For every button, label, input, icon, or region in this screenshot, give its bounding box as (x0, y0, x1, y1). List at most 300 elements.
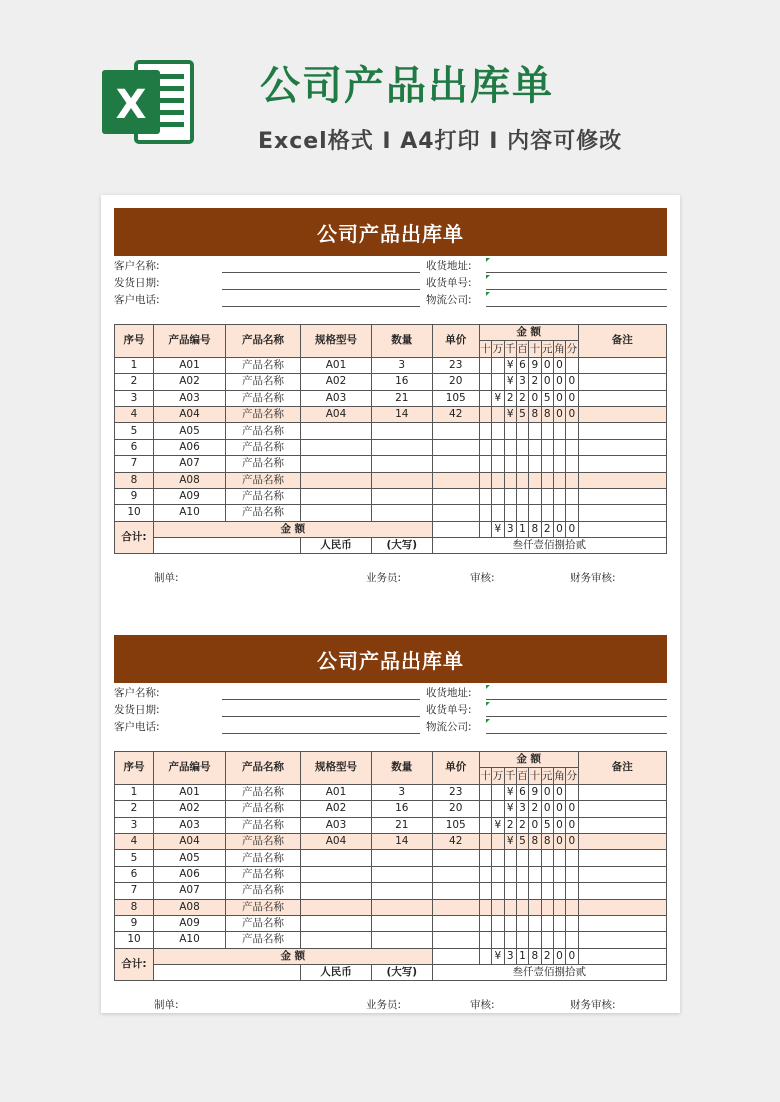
spec-cell[interactable] (301, 866, 372, 882)
amount-digit-cell[interactable] (553, 472, 565, 488)
spec-cell[interactable] (301, 899, 372, 915)
amount-digit-cell[interactable]: 0 (553, 390, 565, 406)
row-no-cell[interactable]: 5 (115, 423, 154, 439)
product-name-cell[interactable]: 产品名称 (225, 915, 300, 931)
amount-digit-cell[interactable] (479, 472, 491, 488)
spec-cell[interactable] (301, 850, 372, 866)
row-no-cell[interactable]: 1 (115, 784, 154, 800)
quantity-cell[interactable] (371, 915, 432, 931)
amount-digit-cell[interactable]: 9 (529, 357, 541, 373)
amount-digit-cell[interactable] (566, 915, 578, 931)
row-no-cell[interactable]: 7 (115, 456, 154, 472)
logistics-field[interactable] (486, 306, 667, 307)
amount-digit-cell[interactable]: 2 (516, 817, 528, 833)
amount-digit-cell[interactable] (492, 423, 504, 439)
amount-digit-cell[interactable]: 0 (566, 817, 578, 833)
amount-digit-cell[interactable] (479, 850, 491, 866)
remark-cell[interactable] (578, 784, 666, 800)
amount-digit-cell[interactable] (492, 883, 504, 899)
spec-cell[interactable]: A04 (301, 406, 372, 422)
amount-digit-cell[interactable] (566, 883, 578, 899)
quantity-cell[interactable]: 14 (371, 833, 432, 849)
amount-digit-cell[interactable] (566, 439, 578, 455)
remark-cell[interactable] (578, 801, 666, 817)
amount-digit-cell[interactable]: 6 (516, 784, 528, 800)
amount-digit-cell[interactable]: 5 (516, 406, 528, 422)
amount-digit-cell[interactable] (541, 866, 553, 882)
row-no-cell[interactable]: 10 (115, 932, 154, 948)
amount-digit-cell[interactable] (553, 866, 565, 882)
amount-digit-cell[interactable]: ¥ (504, 374, 516, 390)
amount-digit-cell[interactable]: ¥ (504, 833, 516, 849)
quantity-cell[interactable] (371, 439, 432, 455)
product-name-cell[interactable]: 产品名称 (225, 439, 300, 455)
quantity-cell[interactable]: 3 (371, 357, 432, 373)
spec-cell[interactable] (301, 488, 372, 504)
product-name-cell[interactable]: 产品名称 (225, 456, 300, 472)
product-code-cell[interactable]: A07 (154, 456, 226, 472)
spec-cell[interactable] (301, 423, 372, 439)
amount-digit-cell[interactable] (541, 883, 553, 899)
amount-digit-cell[interactable] (492, 932, 504, 948)
amount-digit-cell[interactable] (516, 423, 528, 439)
amount-digit-cell[interactable] (516, 456, 528, 472)
total-digit-cell[interactable]: 2 (541, 948, 553, 964)
product-code-cell[interactable]: A08 (154, 472, 226, 488)
total-digit-cell[interactable] (432, 521, 479, 537)
spec-cell[interactable]: A02 (301, 801, 372, 817)
amount-digit-cell[interactable] (529, 488, 541, 504)
product-code-cell[interactable]: A03 (154, 817, 226, 833)
amount-digit-cell[interactable] (553, 456, 565, 472)
amount-digit-cell[interactable] (566, 472, 578, 488)
amount-digit-cell[interactable] (504, 850, 516, 866)
unit-price-cell[interactable]: 20 (432, 801, 479, 817)
spec-cell[interactable] (301, 932, 372, 948)
amount-digit-cell[interactable] (529, 866, 541, 882)
unit-price-cell[interactable]: 105 (432, 817, 479, 833)
amount-digit-cell[interactable] (479, 374, 491, 390)
amount-digit-cell[interactable] (541, 850, 553, 866)
spec-cell[interactable] (301, 505, 372, 521)
amount-digit-cell[interactable] (492, 374, 504, 390)
amount-digit-cell[interactable] (541, 423, 553, 439)
customer-name-field[interactable] (222, 699, 420, 700)
amount-digit-cell[interactable] (529, 423, 541, 439)
amount-digit-cell[interactable] (566, 357, 578, 373)
amount-digit-cell[interactable] (529, 472, 541, 488)
amount-digit-cell[interactable] (504, 899, 516, 915)
product-name-cell[interactable]: 产品名称 (225, 833, 300, 849)
amount-digit-cell[interactable]: 0 (529, 390, 541, 406)
total-digit-cell[interactable]: 8 (529, 521, 541, 537)
amount-digit-cell[interactable] (529, 899, 541, 915)
amount-digit-cell[interactable] (529, 850, 541, 866)
remark-cell[interactable] (578, 406, 666, 422)
product-name-cell[interactable]: 产品名称 (225, 932, 300, 948)
amount-digit-cell[interactable]: 0 (566, 833, 578, 849)
amount-digit-cell[interactable] (479, 833, 491, 849)
amount-digit-cell[interactable] (529, 932, 541, 948)
amount-digit-cell[interactable] (516, 505, 528, 521)
amount-digit-cell[interactable]: 0 (553, 833, 565, 849)
amount-digit-cell[interactable] (479, 883, 491, 899)
remark-cell[interactable] (578, 899, 666, 915)
amount-digit-cell[interactable]: 0 (553, 406, 565, 422)
remark-cell[interactable] (578, 866, 666, 882)
product-name-cell[interactable]: 产品名称 (225, 817, 300, 833)
amount-digit-cell[interactable] (566, 932, 578, 948)
product-name-cell[interactable]: 产品名称 (225, 472, 300, 488)
quantity-cell[interactable]: 3 (371, 784, 432, 800)
customer-phone-field[interactable] (222, 306, 420, 307)
spec-cell[interactable] (301, 472, 372, 488)
amount-digit-cell[interactable]: 0 (529, 817, 541, 833)
amount-digit-cell[interactable] (492, 801, 504, 817)
unit-price-cell[interactable] (432, 439, 479, 455)
product-name-cell[interactable]: 产品名称 (225, 423, 300, 439)
unit-price-cell[interactable]: 42 (432, 833, 479, 849)
amount-digit-cell[interactable] (479, 801, 491, 817)
amount-digit-cell[interactable] (479, 866, 491, 882)
amount-digit-cell[interactable]: 0 (553, 817, 565, 833)
amount-in-words[interactable]: 叁仟壹佰捌拾贰 (432, 538, 666, 554)
amount-digit-cell[interactable]: ¥ (504, 784, 516, 800)
amount-digit-cell[interactable] (566, 456, 578, 472)
unit-price-cell[interactable]: 42 (432, 406, 479, 422)
amount-digit-cell[interactable] (504, 915, 516, 931)
product-name-cell[interactable]: 产品名称 (225, 357, 300, 373)
amount-digit-cell[interactable] (566, 423, 578, 439)
amount-digit-cell[interactable] (541, 472, 553, 488)
amount-digit-cell[interactable] (479, 899, 491, 915)
row-no-cell[interactable]: 2 (115, 374, 154, 390)
ship-date-field[interactable] (222, 289, 420, 290)
amount-digit-cell[interactable] (516, 472, 528, 488)
logistics-field[interactable] (486, 733, 667, 734)
customer-name-field[interactable] (222, 272, 420, 273)
amount-digit-cell[interactable] (529, 456, 541, 472)
product-name-cell[interactable]: 产品名称 (225, 374, 300, 390)
quantity-cell[interactable] (371, 883, 432, 899)
amount-digit-cell[interactable] (553, 439, 565, 455)
amount-digit-cell[interactable] (516, 850, 528, 866)
total-remark-cell[interactable] (578, 948, 666, 964)
row-no-cell[interactable]: 3 (115, 390, 154, 406)
product-code-cell[interactable]: A02 (154, 374, 226, 390)
amount-digit-cell[interactable] (492, 866, 504, 882)
amount-digit-cell[interactable] (529, 505, 541, 521)
amount-digit-cell[interactable] (566, 784, 578, 800)
amount-digit-cell[interactable]: ¥ (504, 801, 516, 817)
amount-digit-cell[interactable]: 0 (566, 374, 578, 390)
total-digit-cell[interactable]: 3 (504, 948, 516, 964)
quantity-cell[interactable] (371, 505, 432, 521)
spec-cell[interactable]: A04 (301, 833, 372, 849)
quantity-cell[interactable]: 16 (371, 801, 432, 817)
amount-digit-cell[interactable]: 6 (516, 357, 528, 373)
amount-digit-cell[interactable] (504, 472, 516, 488)
amount-digit-cell[interactable] (553, 850, 565, 866)
product-name-cell[interactable]: 产品名称 (225, 883, 300, 899)
spec-cell[interactable]: A01 (301, 357, 372, 373)
spec-cell[interactable]: A01 (301, 784, 372, 800)
amount-digit-cell[interactable]: 0 (566, 801, 578, 817)
unit-price-cell[interactable] (432, 423, 479, 439)
remark-cell[interactable] (578, 915, 666, 931)
product-code-cell[interactable]: A01 (154, 784, 226, 800)
quantity-cell[interactable] (371, 456, 432, 472)
product-code-cell[interactable]: A03 (154, 390, 226, 406)
product-name-cell[interactable]: 产品名称 (225, 850, 300, 866)
unit-price-cell[interactable] (432, 883, 479, 899)
quantity-cell[interactable] (371, 472, 432, 488)
amount-digit-cell[interactable] (553, 915, 565, 931)
product-code-cell[interactable]: A09 (154, 488, 226, 504)
amount-digit-cell[interactable] (492, 472, 504, 488)
product-code-cell[interactable]: A10 (154, 505, 226, 521)
ship-date-field[interactable] (222, 716, 420, 717)
amount-digit-cell[interactable]: 3 (516, 374, 528, 390)
amount-digit-cell[interactable]: 0 (541, 801, 553, 817)
amount-digit-cell[interactable] (541, 456, 553, 472)
amount-digit-cell[interactable] (479, 357, 491, 373)
amount-digit-cell[interactable] (492, 899, 504, 915)
total-digit-cell[interactable]: 0 (553, 948, 565, 964)
product-code-cell[interactable]: A04 (154, 406, 226, 422)
amount-digit-cell[interactable]: 3 (516, 801, 528, 817)
amount-digit-cell[interactable] (492, 505, 504, 521)
amount-digit-cell[interactable]: 2 (504, 390, 516, 406)
product-name-cell[interactable]: 产品名称 (225, 801, 300, 817)
amount-digit-cell[interactable]: 5 (541, 390, 553, 406)
total-digit-cell[interactable]: 2 (541, 521, 553, 537)
amount-digit-cell[interactable] (492, 357, 504, 373)
unit-price-cell[interactable] (432, 866, 479, 882)
amount-digit-cell[interactable] (553, 423, 565, 439)
amount-digit-cell[interactable]: 0 (566, 406, 578, 422)
remark-cell[interactable] (578, 488, 666, 504)
amount-digit-cell[interactable]: 0 (541, 784, 553, 800)
quantity-cell[interactable] (371, 866, 432, 882)
product-code-cell[interactable]: A06 (154, 866, 226, 882)
amount-digit-cell[interactable] (566, 505, 578, 521)
row-no-cell[interactable]: 3 (115, 817, 154, 833)
unit-price-cell[interactable] (432, 899, 479, 915)
total-digit-cell[interactable] (432, 948, 479, 964)
spec-cell[interactable] (301, 915, 372, 931)
amount-digit-cell[interactable] (516, 883, 528, 899)
total-digit-cell[interactable]: ¥ (492, 948, 504, 964)
amount-digit-cell[interactable]: 2 (504, 817, 516, 833)
amount-digit-cell[interactable]: ¥ (504, 406, 516, 422)
amount-digit-cell[interactable]: 8 (529, 406, 541, 422)
amount-digit-cell[interactable] (504, 488, 516, 504)
unit-price-cell[interactable] (432, 488, 479, 504)
row-no-cell[interactable]: 7 (115, 883, 154, 899)
product-code-cell[interactable]: A05 (154, 850, 226, 866)
product-code-cell[interactable]: A10 (154, 932, 226, 948)
amount-digit-cell[interactable]: 5 (541, 817, 553, 833)
quantity-cell[interactable] (371, 850, 432, 866)
remark-cell[interactable] (578, 505, 666, 521)
amount-digit-cell[interactable] (504, 439, 516, 455)
receipt-no-field[interactable] (486, 289, 667, 290)
remark-cell[interactable] (578, 374, 666, 390)
total-digit-cell[interactable]: 0 (566, 521, 578, 537)
amount-digit-cell[interactable] (504, 883, 516, 899)
amount-digit-cell[interactable] (529, 883, 541, 899)
amount-digit-cell[interactable] (516, 866, 528, 882)
total-digit-cell[interactable]: 1 (516, 948, 528, 964)
total-digit-cell[interactable] (479, 521, 491, 537)
product-name-cell[interactable]: 产品名称 (225, 784, 300, 800)
amount-digit-cell[interactable] (566, 866, 578, 882)
remark-cell[interactable] (578, 932, 666, 948)
amount-digit-cell[interactable] (516, 915, 528, 931)
amount-digit-cell[interactable] (479, 488, 491, 504)
quantity-cell[interactable]: 21 (371, 390, 432, 406)
amount-digit-cell[interactable] (516, 932, 528, 948)
row-no-cell[interactable]: 4 (115, 406, 154, 422)
amount-digit-cell[interactable] (492, 439, 504, 455)
amount-in-words[interactable]: 叁仟壹佰捌拾贰 (432, 965, 666, 981)
amount-digit-cell[interactable]: 0 (553, 357, 565, 373)
amount-digit-cell[interactable] (492, 456, 504, 472)
total-digit-cell[interactable]: 3 (504, 521, 516, 537)
amount-digit-cell[interactable] (516, 488, 528, 504)
receipt-no-field[interactable] (486, 716, 667, 717)
spec-cell[interactable] (301, 456, 372, 472)
amount-digit-cell[interactable] (516, 439, 528, 455)
amount-digit-cell[interactable]: ¥ (492, 817, 504, 833)
amount-digit-cell[interactable] (492, 488, 504, 504)
unit-price-cell[interactable] (432, 932, 479, 948)
unit-price-cell[interactable]: 23 (432, 784, 479, 800)
amount-digit-cell[interactable] (492, 406, 504, 422)
amount-digit-cell[interactable]: 0 (566, 390, 578, 406)
amount-digit-cell[interactable] (541, 488, 553, 504)
row-no-cell[interactable]: 9 (115, 915, 154, 931)
remark-cell[interactable] (578, 423, 666, 439)
address-field[interactable] (486, 272, 667, 273)
total-digit-cell[interactable]: 1 (516, 521, 528, 537)
quantity-cell[interactable]: 14 (371, 406, 432, 422)
remark-cell[interactable] (578, 390, 666, 406)
unit-price-cell[interactable]: 23 (432, 357, 479, 373)
amount-digit-cell[interactable] (566, 899, 578, 915)
product-name-cell[interactable]: 产品名称 (225, 406, 300, 422)
unit-price-cell[interactable] (432, 472, 479, 488)
amount-digit-cell[interactable] (541, 932, 553, 948)
amount-digit-cell[interactable]: ¥ (504, 357, 516, 373)
spec-cell[interactable]: A03 (301, 817, 372, 833)
total-digit-cell[interactable] (479, 948, 491, 964)
spec-cell[interactable]: A03 (301, 390, 372, 406)
row-no-cell[interactable]: 8 (115, 472, 154, 488)
amount-digit-cell[interactable] (529, 439, 541, 455)
unit-price-cell[interactable]: 20 (432, 374, 479, 390)
amount-digit-cell[interactable] (553, 488, 565, 504)
amount-digit-cell[interactable]: 0 (541, 374, 553, 390)
product-name-cell[interactable]: 产品名称 (225, 390, 300, 406)
amount-digit-cell[interactable] (492, 915, 504, 931)
spec-cell[interactable] (301, 439, 372, 455)
total-digit-cell[interactable]: 0 (553, 521, 565, 537)
product-code-cell[interactable]: A06 (154, 439, 226, 455)
amount-digit-cell[interactable] (479, 406, 491, 422)
amount-digit-cell[interactable]: 8 (541, 833, 553, 849)
total-digit-cell[interactable]: 8 (529, 948, 541, 964)
amount-digit-cell[interactable]: 0 (553, 374, 565, 390)
amount-digit-cell[interactable] (566, 488, 578, 504)
amount-digit-cell[interactable]: 0 (553, 801, 565, 817)
amount-digit-cell[interactable] (504, 423, 516, 439)
amount-digit-cell[interactable] (492, 850, 504, 866)
unit-price-cell[interactable]: 105 (432, 390, 479, 406)
amount-digit-cell[interactable] (479, 505, 491, 521)
row-no-cell[interactable]: 1 (115, 357, 154, 373)
total-digit-cell[interactable]: 0 (566, 948, 578, 964)
product-code-cell[interactable]: A08 (154, 899, 226, 915)
amount-digit-cell[interactable] (566, 850, 578, 866)
amount-digit-cell[interactable] (504, 932, 516, 948)
unit-price-cell[interactable] (432, 915, 479, 931)
spec-cell[interactable] (301, 883, 372, 899)
customer-phone-field[interactable] (222, 733, 420, 734)
row-no-cell[interactable]: 2 (115, 801, 154, 817)
quantity-cell[interactable] (371, 423, 432, 439)
remark-cell[interactable] (578, 850, 666, 866)
amount-digit-cell[interactable] (529, 915, 541, 931)
total-remark-cell[interactable] (578, 521, 666, 537)
product-name-cell[interactable]: 产品名称 (225, 866, 300, 882)
row-no-cell[interactable]: 9 (115, 488, 154, 504)
product-code-cell[interactable]: A07 (154, 883, 226, 899)
remark-cell[interactable] (578, 817, 666, 833)
amount-digit-cell[interactable] (553, 899, 565, 915)
remark-cell[interactable] (578, 357, 666, 373)
amount-digit-cell[interactable] (516, 899, 528, 915)
product-name-cell[interactable]: 产品名称 (225, 488, 300, 504)
product-code-cell[interactable]: A09 (154, 915, 226, 931)
amount-digit-cell[interactable] (504, 456, 516, 472)
amount-digit-cell[interactable] (479, 439, 491, 455)
amount-digit-cell[interactable] (479, 915, 491, 931)
amount-digit-cell[interactable]: 8 (529, 833, 541, 849)
amount-digit-cell[interactable]: 2 (529, 801, 541, 817)
product-code-cell[interactable]: A01 (154, 357, 226, 373)
remark-cell[interactable] (578, 883, 666, 899)
remark-cell[interactable] (578, 833, 666, 849)
product-code-cell[interactable]: A04 (154, 833, 226, 849)
quantity-cell[interactable] (371, 932, 432, 948)
unit-price-cell[interactable] (432, 850, 479, 866)
amount-digit-cell[interactable] (479, 817, 491, 833)
total-digit-cell[interactable]: ¥ (492, 521, 504, 537)
quantity-cell[interactable]: 21 (371, 817, 432, 833)
amount-digit-cell[interactable]: 2 (516, 390, 528, 406)
amount-digit-cell[interactable]: 0 (553, 784, 565, 800)
amount-digit-cell[interactable] (541, 505, 553, 521)
product-name-cell[interactable]: 产品名称 (225, 899, 300, 915)
amount-digit-cell[interactable] (541, 899, 553, 915)
product-code-cell[interactable]: A05 (154, 423, 226, 439)
row-no-cell[interactable]: 5 (115, 850, 154, 866)
remark-cell[interactable] (578, 439, 666, 455)
remark-cell[interactable] (578, 456, 666, 472)
amount-digit-cell[interactable] (479, 784, 491, 800)
